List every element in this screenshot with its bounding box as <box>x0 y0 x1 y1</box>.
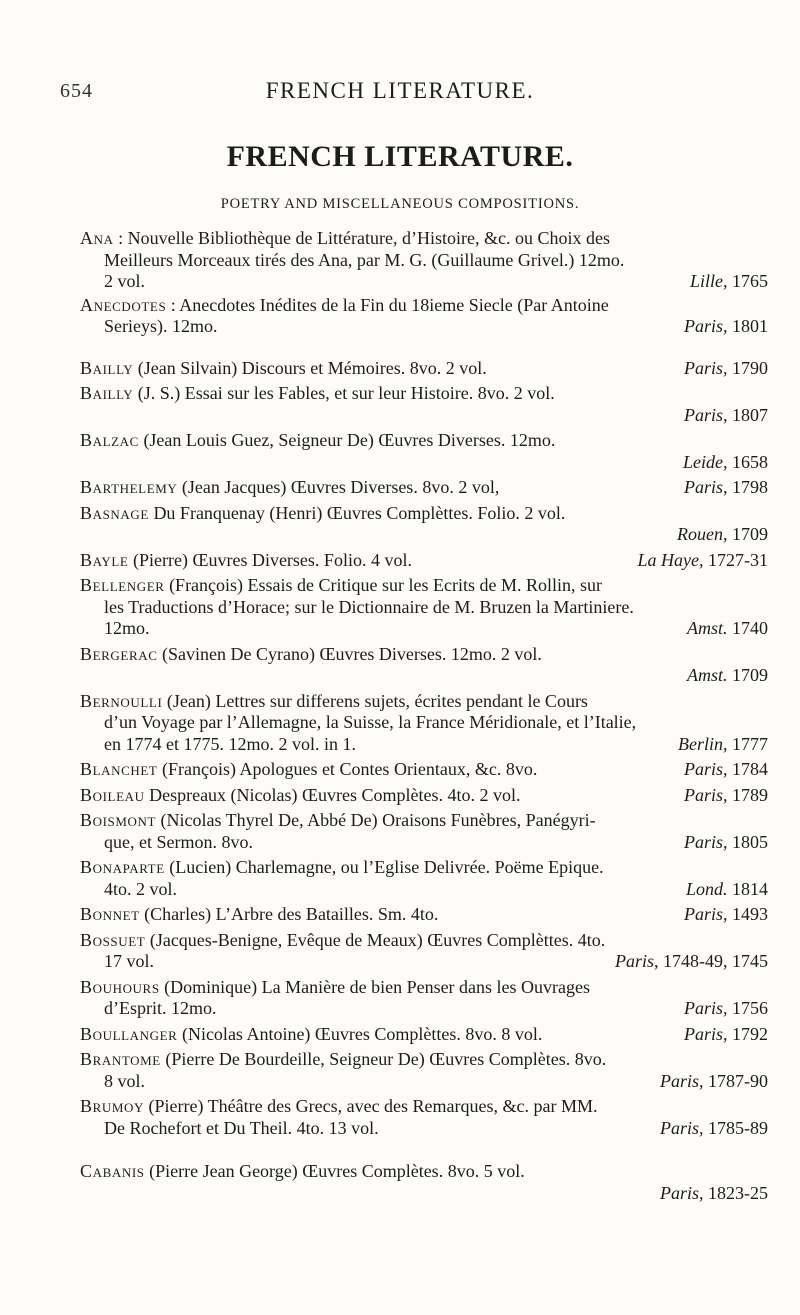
entry-line: d’un Voyage par l’Allemagne, la Suisse, la France Méridionale, et l’Italie, <box>104 712 637 732</box>
entry-imprint <box>686 879 768 901</box>
catalogue-entry-bergerac <box>80 644 768 687</box>
catalogue-entry-bailly-s <box>80 383 768 426</box>
imprint-year: 1777 <box>727 733 768 754</box>
catalogue-entry-brantome <box>80 1049 768 1092</box>
entry-line: Bernoulli (Jean) Lettres sur differens sujets, écrites pendant le Cours <box>80 690 588 711</box>
entry-line: Boismont (Nicolas Thyrel De, Abbé De) Oraisons Funèbres, Panégyri- <box>80 810 596 830</box>
entry-line: 2 vol. Lille, 1765 <box>104 271 768 291</box>
imprint-year: 1787-90 <box>703 1070 768 1091</box>
entry-imprint <box>638 550 769 572</box>
entry-line: Bonnet (Charles) L’Arbre des Batailles. Sm. 4to. Paris, 1493 <box>80 904 768 924</box>
page-number: 654 <box>60 80 93 102</box>
imprint-place: Paris, <box>683 477 728 497</box>
entry-imprint <box>80 452 768 474</box>
imprint-year: 1709 <box>727 665 768 685</box>
imprint-year: 1805 <box>727 831 768 852</box>
catalogue-entry-bernoulli <box>80 691 768 756</box>
imprint-place: Berlin, <box>678 733 728 754</box>
entry-imprint <box>684 759 768 781</box>
catalogue-entry-basnage <box>80 503 768 546</box>
entry-line: De Rochefort et Du Theil. 4to. 13 vol. Paris, 1785-89 <box>104 1117 768 1138</box>
entry-line: Bonaparte (Lucien) Charlemagne, ou l’Eglise Delivrée. Poëme Epique. <box>80 857 604 877</box>
entry-line: Bossuet (Jacques-Benigne, Evêque de Meaux) Œuvres Complèttes. 4to. <box>80 929 606 950</box>
entry-imprint <box>684 998 768 1020</box>
entry-imprint <box>678 734 768 756</box>
imprint-place: Rouen, <box>677 524 728 544</box>
entry-line: que, et Sermon. 8vo. Paris, 1805 <box>104 831 768 852</box>
entry-line: Balzac (Jean Louis Guez, Seigneur De) Œuvres Diverses. 12mo. <box>80 430 556 450</box>
catalogue-entries <box>0 228 800 1204</box>
entry-line: Serieys). 12mo. Paris, 1801 <box>104 316 768 336</box>
imprint-year: 1765 <box>727 271 768 291</box>
imprint-year: 1727-31 <box>703 549 768 570</box>
imprint-year: 1790 <box>727 357 768 378</box>
imprint-place: Amst. <box>687 665 728 685</box>
entry-line: Brumoy (Pierre) Théâtre des Grecs, avec des Remarques, &c. par MM. <box>80 1096 598 1116</box>
imprint-place: Amst. <box>687 618 728 638</box>
section-title: FRENCH LITERATURE. <box>226 140 574 173</box>
entry-line: les Traductions d’Horace; sur le Dictionnaire de M. Bruzen la Martiniere. <box>104 596 634 617</box>
imprint-year: 1792 <box>727 1023 768 1044</box>
entry-line: 4to. 2 vol. Lond. 1814 <box>104 878 768 899</box>
imprint-place: Paris, <box>659 1117 704 1138</box>
imprint-place: Paris, <box>683 904 728 924</box>
catalogue-entry-bayle <box>80 550 768 572</box>
catalogue-entry-anecdotes <box>80 295 768 338</box>
entry-line: Anecdotes : Anecdotes Inédites de la Fin du 18ieme Siecle (Par Antoine <box>80 294 609 315</box>
entry-line: Ana : Nouvelle Bibliothèque de Littérature, d’Histoire, &c. ou Choix des <box>80 228 610 248</box>
catalogue-entry-bonaparte <box>80 857 768 900</box>
catalogue-entry-blanchet <box>80 759 768 781</box>
catalogue-entry-bouhours <box>80 977 768 1020</box>
imprint-place: Paris, <box>659 1182 704 1203</box>
imprint-place: Paris, <box>683 357 728 378</box>
imprint-year: 1807 <box>727 404 768 425</box>
entry-line: Bouhours (Dominique) La Manière de bien Penser dans les Ouvrages <box>80 976 591 997</box>
entry-imprint <box>615 951 768 973</box>
imprint-year: 1823-25 <box>703 1182 768 1203</box>
entry-imprint <box>684 904 768 926</box>
entry-line: d’Esprit. 12mo. Paris, 1756 <box>104 998 768 1018</box>
entry-imprint <box>80 1183 768 1205</box>
entry-imprint <box>80 524 768 546</box>
imprint-year: 1785-89 <box>703 1117 768 1138</box>
catalogue-entry-bossuet <box>80 930 768 973</box>
entry-line: Basnage Du Franquenay (Henri) Œuvres Complèttes. Folio. 2 vol. <box>80 502 566 523</box>
imprint-place: Paris, <box>614 951 659 971</box>
imprint-year: 1740 <box>727 618 768 638</box>
entry-line: Bailly (J. S.) Essai sur les Fables, et sur leur Histoire. 8vo. 2 vol. <box>80 383 555 403</box>
catalogue-entry-boismont <box>80 810 768 853</box>
catalogue-entry-ana <box>80 228 768 293</box>
imprint-place: Paris, <box>683 404 728 425</box>
catalogue-entry-bailly-js <box>80 358 768 380</box>
entry-line: Bergerac (Savinen De Cyrano) Œuvres Diverses. 12mo. 2 vol. <box>80 643 542 664</box>
imprint-year: 1784 <box>727 759 768 779</box>
catalogue-entry-bonnet <box>80 904 768 926</box>
imprint-place: Lille, <box>689 271 728 291</box>
imprint-place: Paris, <box>683 998 728 1018</box>
catalogue-entry-boullanger <box>80 1024 768 1046</box>
running-title: FRENCH LITERATURE. <box>265 78 535 103</box>
imprint-place: Leide, <box>683 451 728 472</box>
entry-imprint <box>684 316 768 338</box>
entry-imprint <box>684 1024 768 1046</box>
entry-line: Bayle (Pierre) Œuvres Diverses. Folio. 4 vol. La Haye, 1727-31 <box>80 549 768 570</box>
imprint-place: Lond. <box>685 878 728 899</box>
imprint-year: 1789 <box>727 784 768 805</box>
entry-line: Bellenger (François) Essais de Critique sur les Ecrits de M. Rollin, sur <box>80 575 603 595</box>
catalogue-entry-cabanis <box>80 1161 768 1204</box>
entry-imprint <box>660 1071 768 1093</box>
imprint-year: 1748-49, 1745 <box>658 951 768 971</box>
imprint-year: 1801 <box>727 316 768 336</box>
entry-imprint <box>80 665 768 687</box>
entry-imprint <box>80 405 768 427</box>
section-subtitle: POETRY AND MISCELLANEOUS COMPOSITIONS. <box>220 196 580 212</box>
catalogue-entry-bellenger <box>80 575 768 640</box>
imprint-place: Paris, <box>683 831 728 852</box>
entry-imprint <box>684 785 768 807</box>
imprint-place: Paris, <box>683 316 728 336</box>
entry-line: Barthelemy (Jean Jacques) Œuvres Diverses. 8vo. 2 vol, Paris, 1798 <box>80 477 768 497</box>
entry-imprint <box>687 618 768 640</box>
entry-imprint <box>684 832 768 854</box>
entry-line: en 1774 et 1775. 12mo. 2 vol. in 1. Berlin, 1777 <box>104 733 768 754</box>
imprint-place: La Haye, <box>637 549 704 570</box>
entry-line: Bailly (Jean Silvain) Discours et Mémoires. 8vo. 2 vol. Paris, 1790 <box>80 357 768 378</box>
entry-line: Boullanger (Nicolas Antoine) Œuvres Complèttes. 8vo. 8 vol. Paris, 1792 <box>80 1023 768 1044</box>
imprint-year: 1709 <box>727 524 768 544</box>
entry-line: Meilleurs Morceaux tirés des Ana, par M. G. (Guillaume Grivel.) 12mo. <box>104 249 625 270</box>
entry-line: 17 vol. Paris, 1748-49, 1745 <box>104 951 768 971</box>
imprint-year: 1814 <box>727 878 768 899</box>
imprint-year: 1798 <box>727 477 768 497</box>
entry-imprint <box>684 358 768 380</box>
entry-imprint <box>684 477 768 499</box>
entry-line: Blanchet (François) Apologues et Contes Orientaux, &c. 8vo. Paris, 1784 <box>80 759 768 779</box>
catalogue-entry-barthelemy <box>80 477 768 499</box>
entry-imprint <box>660 1118 768 1140</box>
imprint-place: Paris, <box>659 1070 704 1091</box>
catalogue-entry-brumoy <box>80 1096 768 1139</box>
catalogue-entry-boileau <box>80 785 768 807</box>
entry-line: Brantome (Pierre De Bourdeille, Seigneur De) Œuvres Complètes. 8vo. <box>80 1049 607 1069</box>
imprint-place: Paris, <box>683 759 728 779</box>
catalogue-entry-balzac <box>80 430 768 473</box>
entry-line: Boileau Despreaux (Nicolas) Œuvres Complètes. 4to. 2 vol. Paris, 1789 <box>80 784 768 805</box>
imprint-year: 1756 <box>727 998 768 1018</box>
imprint-year: 1658 <box>727 451 768 472</box>
entry-line: 8 vol. Paris, 1787-90 <box>104 1070 768 1091</box>
imprint-year: 1493 <box>727 904 768 924</box>
entry-imprint <box>690 271 768 293</box>
entry-line: 12mo. Amst. 1740 <box>104 618 768 638</box>
imprint-place: Paris, <box>683 1023 728 1044</box>
entry-line: Cabanis (Pierre Jean George) Œuvres Complètes. 8vo. 5 vol. <box>80 1161 525 1181</box>
running-head <box>0 78 800 108</box>
imprint-place: Paris, <box>683 784 728 805</box>
